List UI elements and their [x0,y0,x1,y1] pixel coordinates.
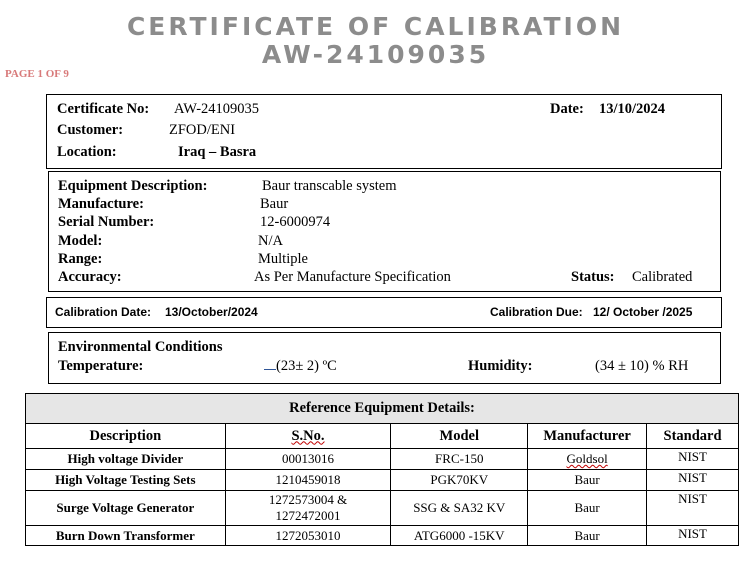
serial-number-label: Serial Number: [58,214,155,230]
certificate-number-value: AW-24109035 [174,101,260,117]
model-label: Model: [58,233,103,249]
row-standard: NIST [647,526,739,546]
table-row [26,470,739,491]
row-manufacturer [528,449,647,470]
table-row [26,526,739,546]
serial-number-value: 12-6000974 [260,214,331,230]
row-standard: NIST [647,491,739,526]
row-sno-line: 1272573004 & [268,492,348,507]
model-value: N/A [258,233,283,249]
accuracy-label: Accuracy: [58,269,122,285]
range-label: Range: [58,251,103,267]
row-description: Burn Down Transformer [26,526,226,546]
row-sno: 1210459018 [225,470,391,491]
column-header-text: S.No. [291,427,325,444]
certificate-number-title: AW-24109035 [261,40,490,69]
row-model: SSG & SA32 KV [391,491,528,526]
certificate-title: CERTIFICATE OF CALIBRATION [126,12,625,41]
table-row [26,449,739,470]
manufacture-value: Baur [260,196,289,212]
equipment-box [48,171,721,292]
location-label: Location: [57,144,117,160]
row-model: ATG6000 -15KV [391,526,528,546]
humidity-value: (34 ± 10) % RH [595,358,689,374]
environmental-heading: Environmental Conditions [58,339,223,355]
location-value: Iraq – Basra [178,144,257,160]
column-header: Standard [647,424,739,449]
reference-equipment-table [25,393,739,546]
equipment-description-value: Baur transcable system [262,178,397,194]
equipment-description-label: Equipment Description: [58,178,208,194]
row-standard: NIST [647,449,739,470]
status-value: Calibrated [632,269,693,285]
edit-marker [264,359,276,370]
manufacture-label: Manufacture: [58,196,144,212]
calibration-date-label: Calibration Date: [55,305,152,319]
column-header: Manufacturer [528,424,647,449]
calibration-due-label: Calibration Due: [490,305,583,319]
row-description: Surge Voltage Generator [26,491,226,526]
customer-label: Customer: [57,122,124,138]
row-model: PGK70KV [391,470,528,491]
customer-value: ZFOD/ENI [169,122,236,138]
temperature-text: (23± 2) ºC [276,358,337,374]
row-standard: NIST [647,470,739,491]
calibration-date-value: 13/October/2024 [165,305,258,319]
certificate-info-box [46,94,722,169]
row-manufacturer: Baur [528,526,647,546]
column-header: Model [391,424,528,449]
date-value: 13/10/2024 [599,101,666,117]
environmental-box [48,332,721,384]
humidity-label: Humidity: [468,358,533,374]
row-description: High voltage Divider [26,449,226,470]
row-sno-line: 1272472001 [275,508,341,523]
table-header-row [26,424,739,449]
temperature-value [264,358,337,375]
row-sno [225,491,391,526]
row-sno: 00013016 [225,449,391,470]
table-row [26,491,739,526]
row-description: High Voltage Testing Sets [26,470,226,491]
row-manufacturer: Baur [528,491,647,526]
page-indicator: PAGE 1 OF 9 [5,68,69,80]
accuracy-value: As Per Manufacture Specification [254,269,451,285]
column-header [225,424,391,449]
row-manufacturer-text: Goldsol [566,451,608,466]
temperature-label: Temperature: [58,358,144,374]
row-model: FRC-150 [391,449,528,470]
status-label: Status: [571,269,615,285]
calibration-due-value: 12/ October /2025 [593,305,693,319]
column-header: Description [26,424,226,449]
calibration-dates-box [46,297,722,328]
row-manufacturer: Baur [528,470,647,491]
row-sno: 1272053010 [225,526,391,546]
date-label: Date: [550,101,584,117]
range-value: Multiple [258,251,308,267]
certificate-number-label: Certificate No: [57,101,150,117]
reference-caption: Reference Equipment Details: [26,394,739,424]
